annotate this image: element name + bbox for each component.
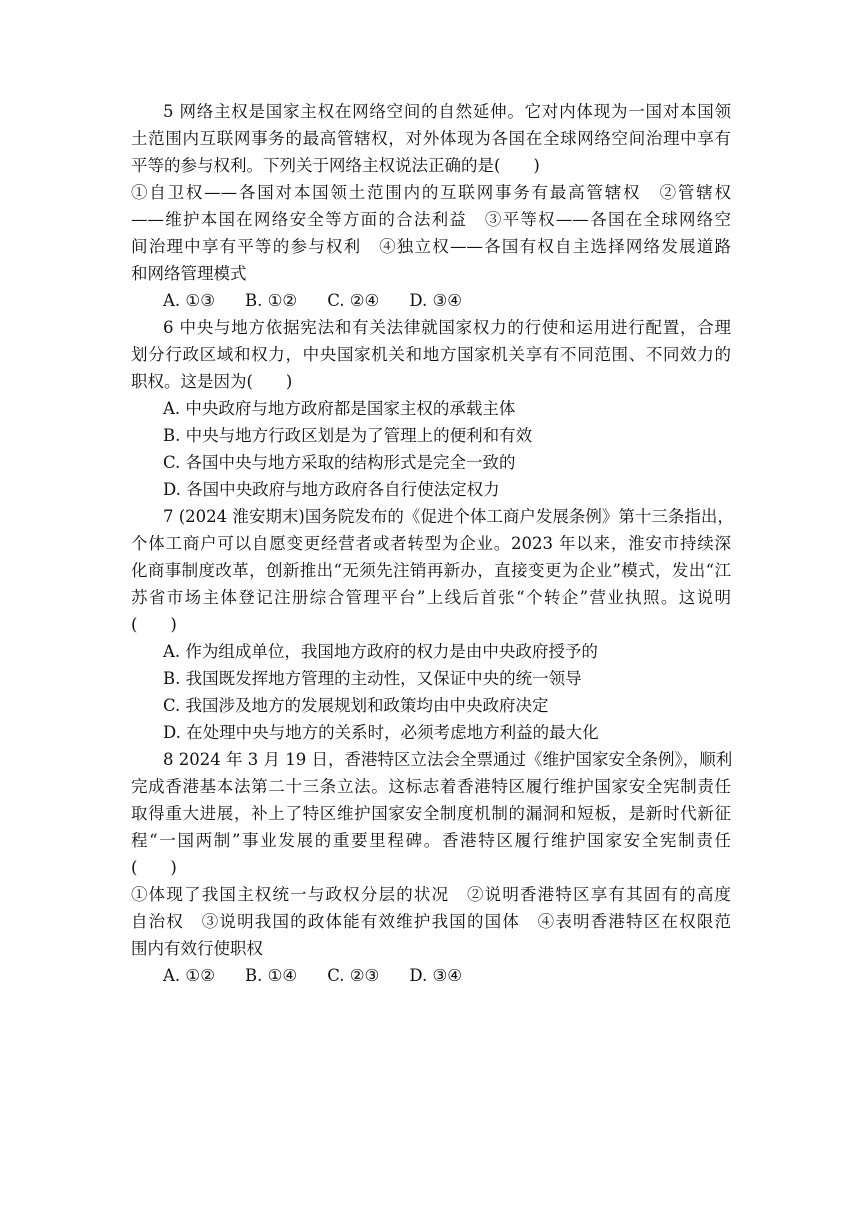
question-5-line-3: 平等的参与权利。下列关于网络主权说法正确的是( ) [131, 156, 540, 175]
question-6-line-3: 职权。这是因为( ) [131, 372, 293, 391]
document-page [131, 98, 734, 989]
question-8 [131, 746, 731, 989]
question-6-line-2: 划分行政区域和权力，中央国家机关和地方国家机关享有不同范围、不同效力的 [131, 345, 731, 364]
question-5-statement-line-3: 间治理中享有平等的参与权利 ④独立权——各国有权自主选择网络发展道路 [131, 237, 731, 256]
question-7-line-2: 个体工商户可以自愿变更经营者或者转型为企业。2023 年以来，淮安市持续深 [131, 534, 731, 553]
question-8-statement-line-1: ①体现了我国主权统一与政权分层的状况 ②说明香港特区享有其固有的高度 [131, 885, 731, 904]
option-d[interactable]: D. 在处理中央与地方的关系时，必须考虑地方利益的最大化 [163, 723, 599, 742]
option-c[interactable]: C. 各国中央与地方采取的结构形式是完全一致的 [163, 453, 516, 472]
option-a[interactable]: A. ①② [163, 966, 215, 985]
option-b[interactable]: B. 我国既发挥地方管理的主动性，又保证中央的统一领导 [163, 669, 582, 688]
question-8-line-3: 取得重大进展，补上了特区维护国家安全制度机制的漏洞和短板，是新时代新征 [131, 804, 731, 823]
option-b[interactable]: B. ①④ [245, 966, 298, 985]
question-8-options [131, 962, 731, 989]
question-8-line-5: ( ) [131, 858, 177, 877]
question-7-line-5: ( ) [131, 615, 177, 634]
option-a[interactable]: A. 中央政府与地方政府都是国家主权的承载主体 [163, 399, 516, 418]
question-5-statement-line-4: 和网络管理模式 [131, 264, 247, 283]
option-c[interactable]: C. ②④ [327, 291, 380, 310]
question-8-line-4: 程“一国两制”事业发展的重要里程碑。香港特区履行维护国家安全宪制责任 [131, 831, 731, 850]
question-5-line-2: 土范围内互联网事务的最高管辖权，对外体现为各国在全球网络空间治理中享有 [131, 129, 731, 148]
option-a[interactable]: A. 作为组成单位，我国地方政府的权力是由中央政府授予的 [163, 642, 598, 661]
option-d[interactable]: D. 各国中央政府与地方政府各自行使法定权力 [163, 480, 500, 499]
option-c[interactable]: C. 我国涉及地方的发展规划和政策均由中央政府决定 [163, 696, 549, 715]
question-8-statement-line-2: 自治权 ③说明我国的政体能有效维护我国的国体 ④表明香港特区在权限范 [131, 912, 731, 931]
question-7-line-4: 苏省市场主体登记注册综合管理平台”上线后首张“个转企”营业执照。这说明 [131, 588, 731, 607]
option-d[interactable]: D. ③④ [409, 966, 463, 985]
question-5-statement-line-2: ——维护本国在网络安全等方面的合法利益 ③平等权——各国在全球网络空 [131, 210, 731, 229]
question-5 [131, 98, 731, 314]
option-c[interactable]: C. ②③ [327, 966, 380, 985]
question-7 [131, 503, 734, 746]
question-6 [131, 314, 731, 503]
option-a[interactable]: A. ①③ [163, 291, 215, 310]
question-6-line-1: 6 中央与地方依据宪法和有关法律就国家权力的行使和运用进行配置，合理 [163, 318, 731, 337]
question-8-line-2: 完成香港基本法第二十三条立法。这标志着香港特区履行维护国家安全宪制责任 [131, 777, 731, 796]
option-b[interactable]: B. ①② [245, 291, 298, 310]
question-5-options [131, 287, 731, 314]
question-8-statement-line-3: 围内有效行使职权 [131, 939, 263, 958]
option-b[interactable]: B. 中央与地方行政区划是为了管理上的便利和有效 [163, 426, 533, 445]
option-d[interactable]: D. ③④ [409, 291, 463, 310]
question-5-line-1: 5 网络主权是国家主权在网络空间的自然延伸。它对内体现为一国对本国领 [163, 102, 731, 121]
question-8-line-1: 8 2024 年 3 月 19 日，香港特区立法会全票通过《维护国家安全条例》，顺利 [163, 750, 733, 769]
question-5-statement-line-1: ①自卫权——各国对本国领土范围内的互联网事务有最高管辖权 ②管辖权 [131, 183, 731, 202]
question-7-line-3: 化商事制度改革，创新推出“无须先注销再新办，直接变更为企业”模式，发出“江 [131, 561, 731, 580]
question-7-line-1: 7 (2024 淮安期末)国务院发布的《促进个体工商户发展条例》第十三条指出， [163, 507, 734, 526]
